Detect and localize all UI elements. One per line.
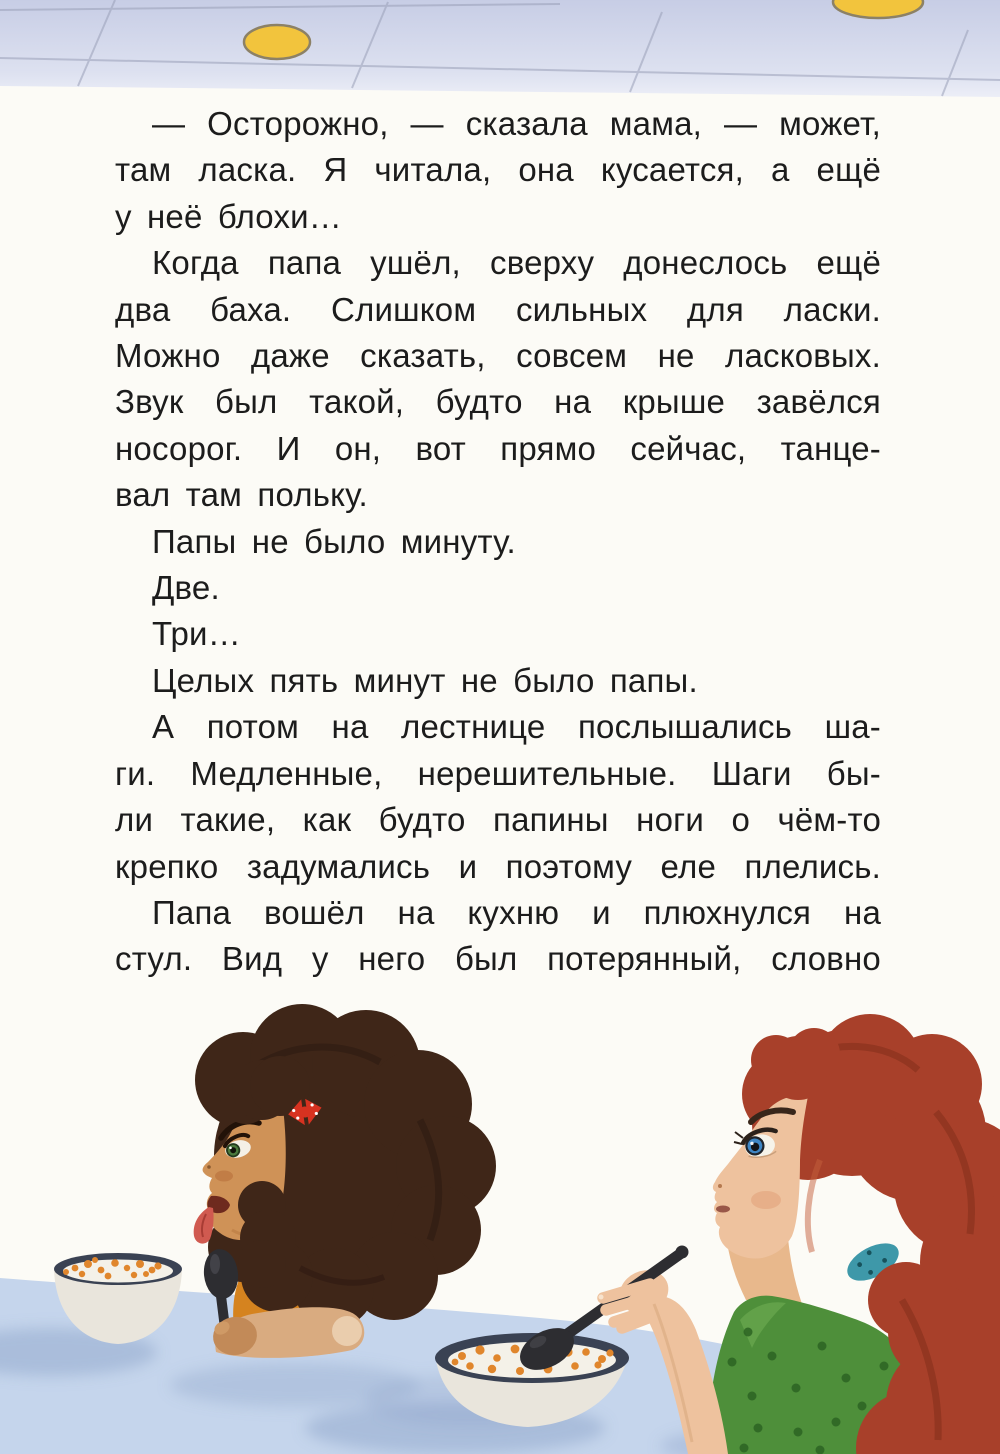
story-line: Две. — [152, 569, 220, 607]
story-line: ги. Медленные, нерешительные. Шаги бы- — [115, 754, 881, 792]
story-line: два баха. Слишком сильных для ласки. — [115, 290, 881, 328]
story-line: Три… — [152, 615, 241, 653]
story-line: Папы не было минуту. — [152, 522, 516, 560]
story-line: ли такие, как будто папины ноги о чём-то — [115, 801, 881, 839]
story-line: Можно даже сказать, совсем не ласковых. — [115, 337, 881, 375]
girl-nostril — [207, 1165, 211, 1169]
girl-elbow — [332, 1316, 362, 1346]
story-line: Когда папа ушёл, сверху донеслось ещё — [152, 244, 881, 282]
mother-face — [713, 1096, 808, 1259]
story-text — [115, 101, 881, 983]
mother-mouth — [716, 1206, 730, 1213]
story-line: крепко задумались и поэтому еле плелись. — [115, 847, 881, 885]
mother-nostril — [718, 1184, 722, 1188]
breakfast-illustration — [0, 1000, 1000, 1454]
girl-figure — [194, 1004, 496, 1359]
story-line: у неё блохи… — [115, 197, 343, 235]
mother-blush — [751, 1191, 781, 1209]
story-line: А потом на лестнице послышались ша- — [152, 708, 881, 746]
story-line: Папа вошёл на кухню и плюхнулся на — [152, 893, 881, 931]
story-line: — Осторожно, — сказала мама, — может, — [152, 105, 881, 142]
fingernail — [599, 1295, 604, 1300]
story-line: там ласка. Я читала, она кусается, а ещё — [115, 151, 881, 189]
ceiling-illustration — [0, 0, 1000, 100]
girl-blush — [215, 1171, 233, 1182]
story-line: Целых пять минут не было папы. — [152, 661, 698, 699]
story-line: Звук был такой, будто на крыше завёлся — [115, 383, 881, 421]
story-line: стул. Вид у него был потерянный, словно — [115, 940, 881, 978]
story-line: носорог. И он, вот прямо сейчас, танце- — [115, 429, 881, 467]
story-line: вал там польку. — [115, 476, 368, 514]
mother-figure — [706, 1014, 1000, 1454]
ceiling-light-icon — [244, 25, 310, 59]
